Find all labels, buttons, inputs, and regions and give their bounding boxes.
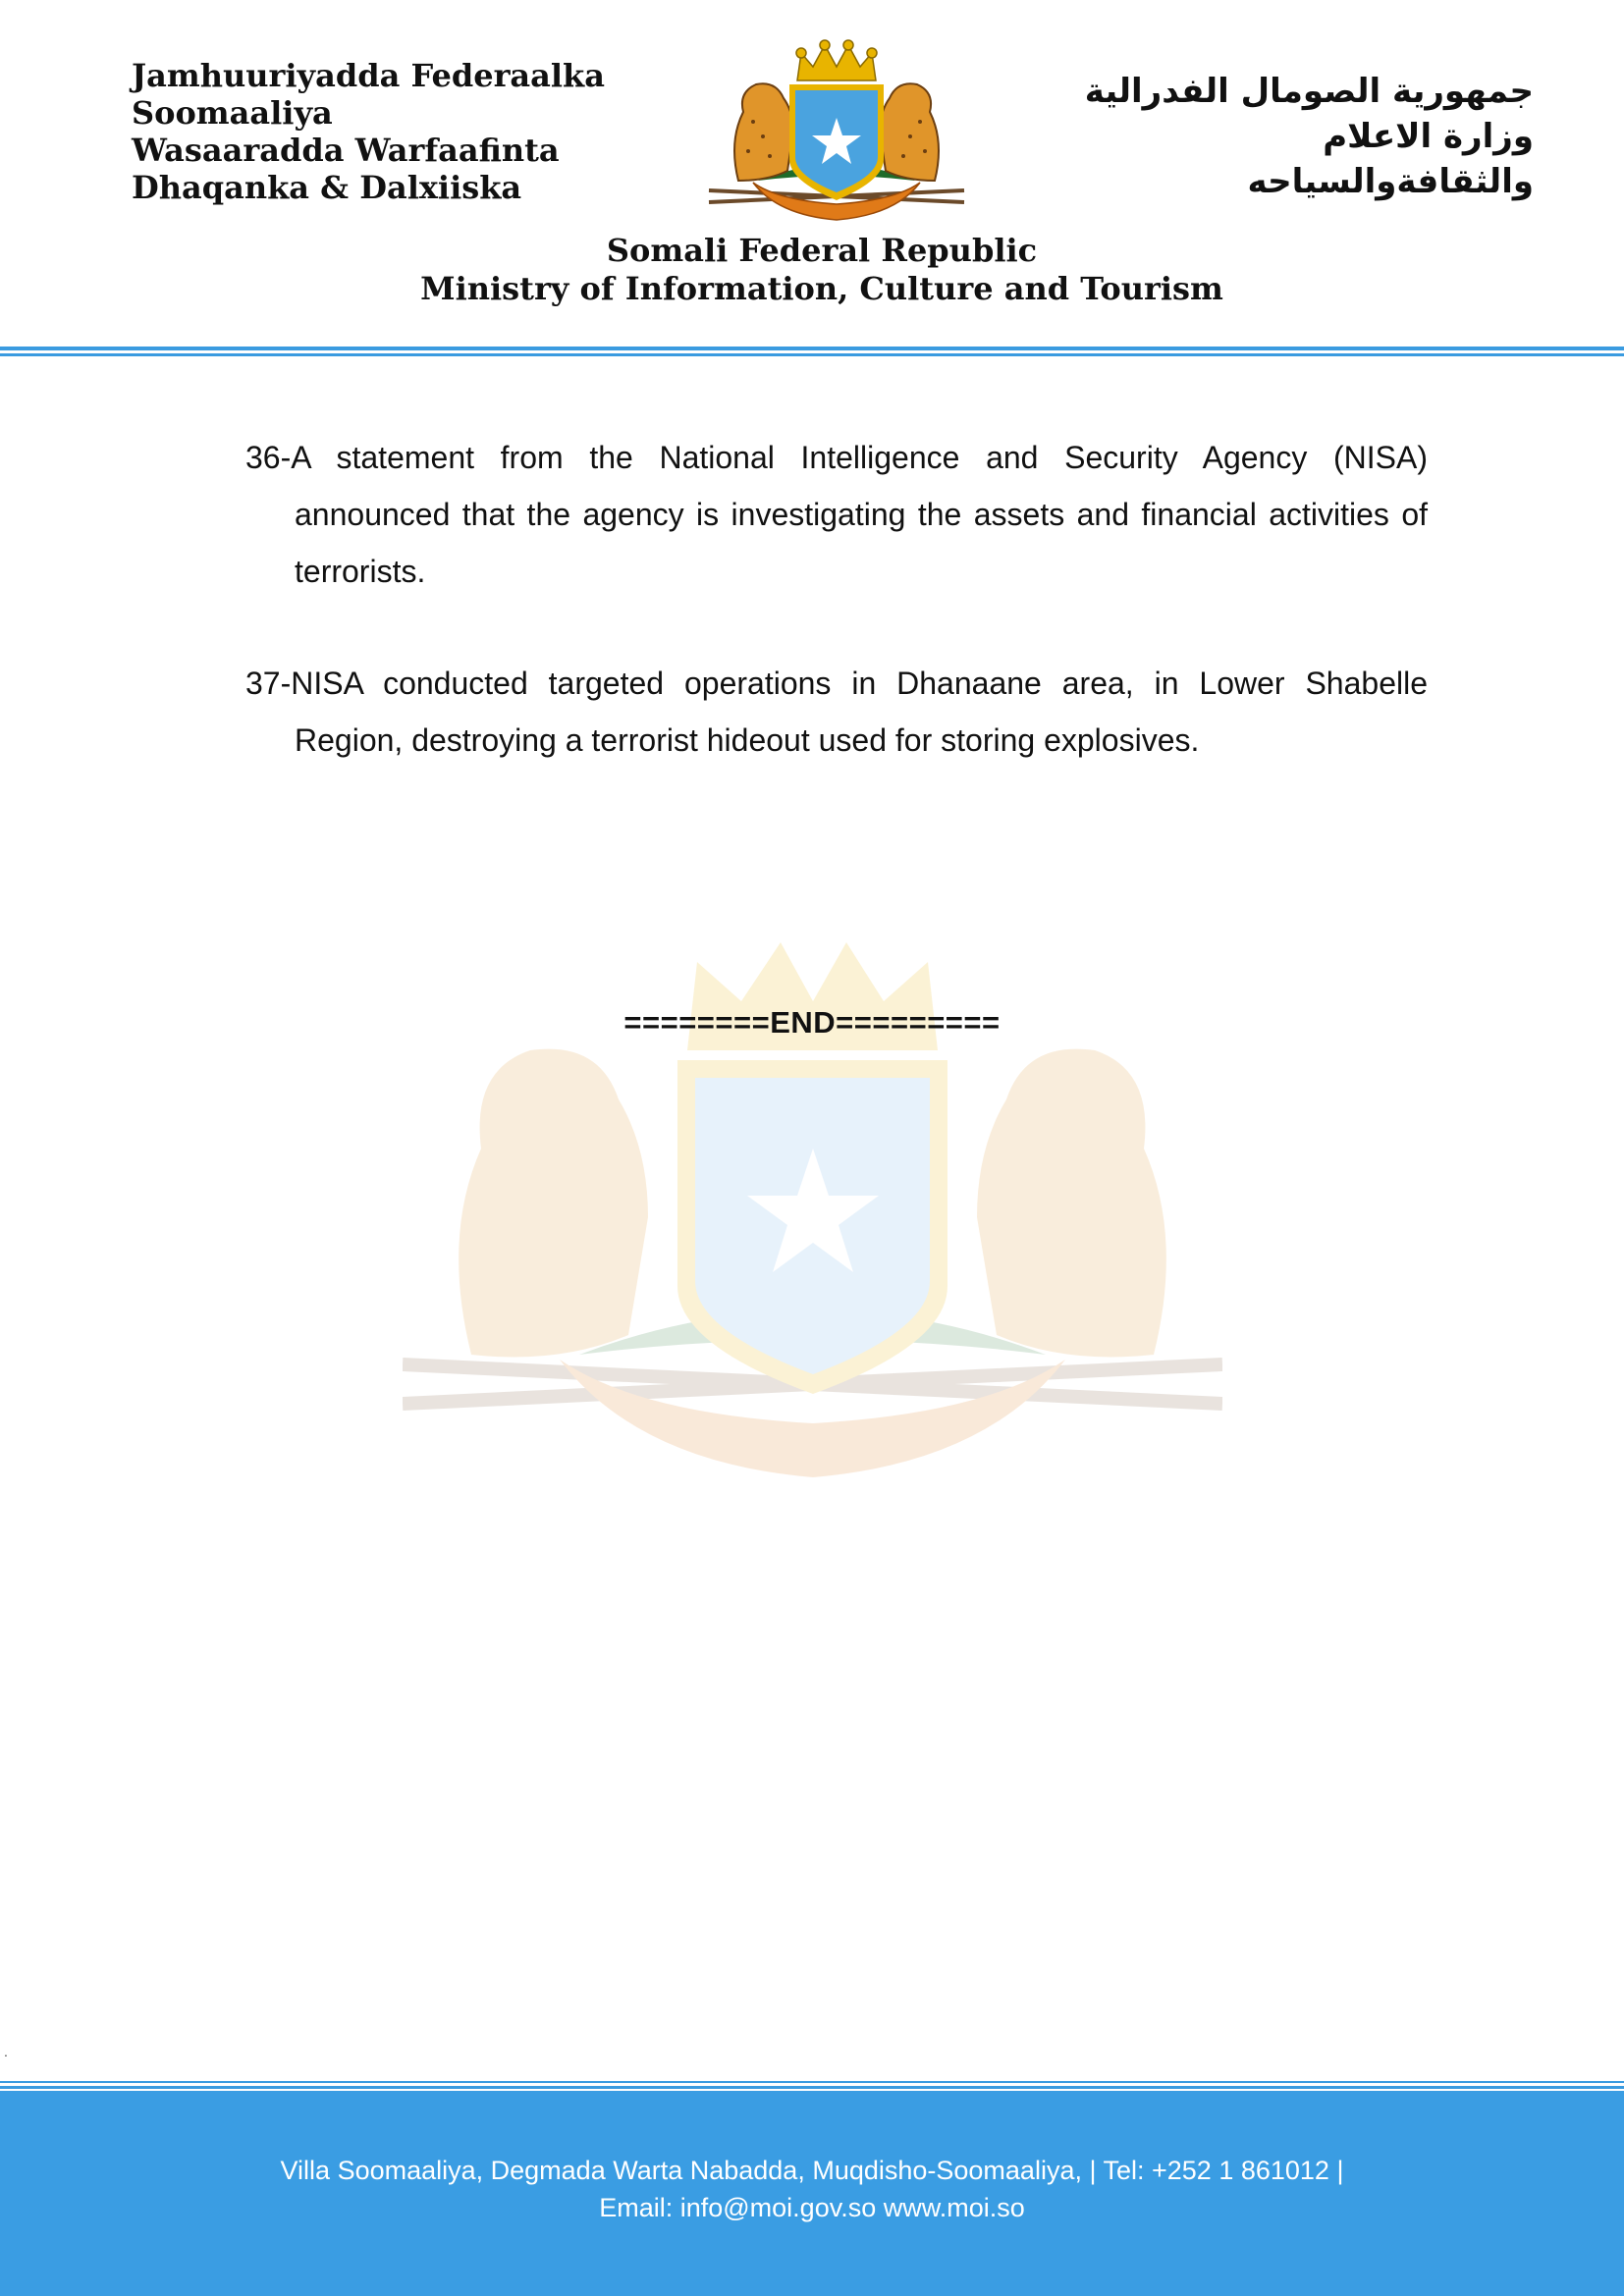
list-item bbox=[245, 655, 1428, 769]
item-number: 36- bbox=[245, 440, 292, 475]
footer-contact-line: Email: info@moi.gov.so www.moi.so bbox=[599, 2193, 1025, 2222]
somali-line-2: Soomaaliya bbox=[132, 94, 333, 132]
item-number: 37- bbox=[245, 666, 292, 701]
somali-line-4: Dhaqanka & Dalxiiska bbox=[132, 169, 522, 206]
header-english-subtitle: Ministry of Information, Culture and Tourism bbox=[420, 270, 1223, 307]
footer-contact-bar bbox=[0, 2091, 1624, 2296]
somali-line-1: Jamhuuriyadda Federaalka bbox=[132, 57, 605, 94]
press-release-body bbox=[245, 429, 1428, 824]
header-arabic-block bbox=[1085, 69, 1534, 204]
header-english-block bbox=[0, 232, 1624, 308]
somali-line-3: Wasaaradda Warfaafinta bbox=[132, 132, 560, 169]
footer-address-line: Villa Soomaaliya, Degmada Warta Nabadda, Muqdisho-Soomaaliya, | Tel: +252 1 861012 | bbox=[280, 2156, 1344, 2185]
stray-mark: . bbox=[4, 2044, 8, 2059]
header-divider-line bbox=[0, 347, 1624, 350]
item-text: A statement from the National Intelligence and Security Agency (NISA) announced that the agency is investigating the assets and financial activities of terrorists. bbox=[291, 440, 1428, 589]
end-marker: ========END========= bbox=[623, 1005, 1001, 1040]
header-english-title: Somali Federal Republic bbox=[606, 232, 1038, 269]
footer-divider-line-secondary bbox=[0, 2086, 1624, 2089]
arabic-line-2: وزارة الاعلام bbox=[1323, 117, 1534, 156]
header-divider-line-secondary bbox=[0, 353, 1624, 356]
arabic-line-1: جمهورية الصومال الفدرالية bbox=[1084, 72, 1534, 111]
footer-divider-line bbox=[0, 2081, 1624, 2083]
header-somali-block bbox=[132, 57, 605, 206]
somalia-coat-of-arms-icon bbox=[699, 33, 974, 230]
item-text: NISA conducted targeted operations in Dhanaane area, in Lower Shabelle Region, destroying a terrorist hideout used for storing explosives. bbox=[291, 666, 1428, 758]
list-item bbox=[245, 429, 1428, 600]
arabic-line-3: والثقافةوالسياحه bbox=[1247, 162, 1534, 201]
